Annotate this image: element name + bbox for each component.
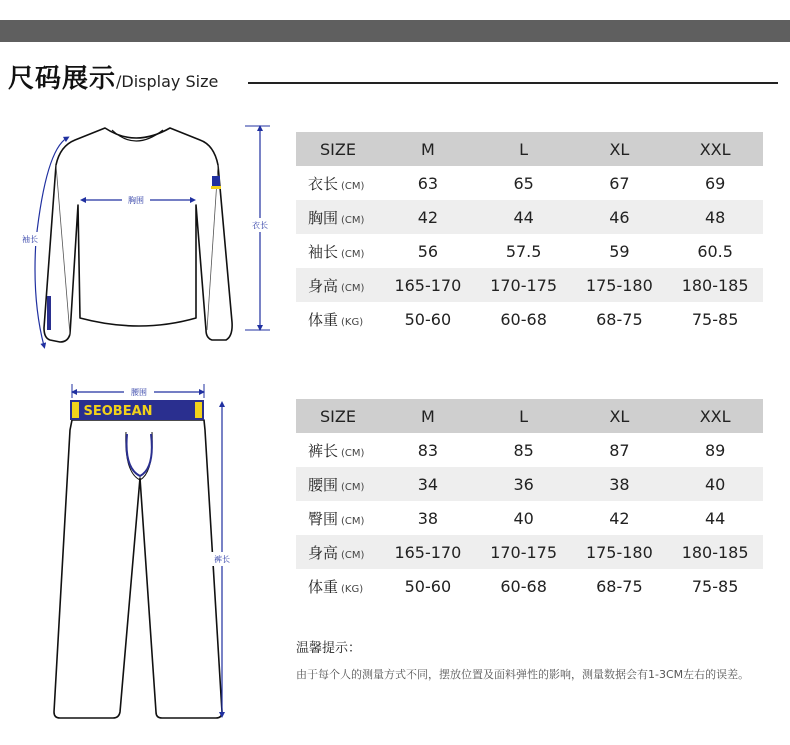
- header-cell: XL: [572, 132, 668, 166]
- sleeve-label: 袖长: [22, 235, 38, 244]
- table-cell: 87: [609, 440, 630, 460]
- table-cell: 59: [609, 241, 630, 261]
- table-cell: 175-180: [572, 535, 668, 569]
- table-cell: 170-175: [476, 535, 572, 569]
- header-cell: L: [476, 399, 572, 433]
- table-cell: 44: [476, 200, 572, 234]
- row-label: 体重 (KG): [308, 577, 364, 596]
- row-label: 袖长 (CM): [308, 242, 365, 261]
- row-label: 腰围 (CM): [296, 467, 380, 501]
- header-cell: SIZE: [296, 399, 380, 433]
- waistband-accent-left: [72, 402, 79, 418]
- row-label: 胸围 (CM): [296, 200, 380, 234]
- table-row: [296, 467, 763, 501]
- table-cell: 40: [667, 467, 763, 501]
- table-cell: 180-185: [667, 535, 763, 569]
- header-cell: XXL: [667, 399, 763, 433]
- table-cell: 69: [704, 173, 726, 193]
- table-cell: 65: [513, 173, 534, 193]
- table-cell: 85: [513, 440, 534, 460]
- shirt-size-table: [296, 132, 763, 336]
- row-label: 臀围 (CM): [308, 509, 365, 528]
- table-cell: 34: [380, 467, 476, 501]
- table-cell: 89: [704, 440, 726, 460]
- pants-size-table: [296, 399, 763, 603]
- table-cell: 67: [609, 173, 630, 193]
- table-cell: 50-60: [404, 309, 452, 329]
- table-row: [296, 535, 763, 569]
- table-cell: 60-68: [500, 309, 547, 329]
- tips-body: 由于每个人的测量方式不同，摆放位置及面料弹性的影响，测量数据会有1-3CM左右的误差。: [296, 668, 750, 681]
- table-row: [296, 433, 763, 467]
- table-cell: 46: [572, 200, 668, 234]
- row-label: 衣长 (CM): [308, 174, 365, 193]
- table-row: [296, 302, 763, 336]
- page-title-cn: 尺码展示: [8, 64, 117, 94]
- table-cell: 50-60: [404, 576, 452, 596]
- garment-illustrations: [0, 0, 300, 745]
- page-title-en: /Display Size: [116, 72, 219, 91]
- table-cell: 38: [572, 467, 668, 501]
- table-cell: 48: [667, 200, 763, 234]
- table-cell: 180-185: [667, 268, 763, 302]
- table-cell: 75-85: [691, 309, 739, 329]
- row-label: 体重 (KG): [308, 310, 364, 329]
- table-cell: 42: [609, 508, 630, 528]
- table-cell: 75-85: [691, 576, 739, 596]
- table-cell: 63: [417, 173, 439, 193]
- table-header-row: [296, 399, 763, 433]
- table-cell: 60.5: [697, 241, 733, 261]
- title-underline: [248, 82, 778, 84]
- table-cell: 175-180: [572, 268, 668, 302]
- header-cell: L: [476, 132, 572, 166]
- table-cell: 170-175: [476, 268, 572, 302]
- waistband-accent-right: [195, 402, 202, 418]
- table-cell: 60-68: [500, 576, 547, 596]
- table-cell: 57.5: [505, 241, 542, 261]
- table-row: [296, 268, 763, 302]
- row-label: 身高 (CM): [296, 535, 380, 569]
- table-cell: 68-75: [596, 576, 643, 596]
- table-cell: 44: [704, 508, 726, 528]
- table-cell: 165-170: [380, 268, 476, 302]
- header-cell: M: [380, 399, 476, 433]
- waist-label: 腰围: [131, 388, 147, 397]
- shirt-length-label: 衣长: [252, 221, 268, 230]
- table-cell: 36: [476, 467, 572, 501]
- header-cell: XL: [572, 399, 668, 433]
- header-cell: SIZE: [296, 132, 380, 166]
- table-cell: 56: [417, 241, 439, 261]
- table-cell: 38: [417, 508, 439, 528]
- tips-section: [296, 637, 776, 685]
- table-cell: 165-170: [380, 535, 476, 569]
- shirt-illustration: [44, 128, 232, 342]
- cuff-print: [47, 296, 51, 330]
- tips-title: 温馨提示：: [296, 641, 362, 656]
- table-cell: 42: [380, 200, 476, 234]
- waistband-brand: SEOBEAN: [83, 404, 153, 419]
- table-row: [296, 501, 763, 535]
- pants-length-label: 裤长: [214, 555, 230, 564]
- table-cell: 83: [417, 440, 439, 460]
- table-row: [296, 200, 763, 234]
- row-label: 裤长 (CM): [308, 441, 365, 460]
- shirt-logo-mark: [211, 176, 221, 189]
- table-row: [296, 166, 763, 200]
- table-row: [296, 569, 763, 603]
- table-cell: 68-75: [596, 309, 643, 329]
- header-cell: M: [380, 132, 476, 166]
- table-row: [296, 234, 763, 268]
- header-cell: XXL: [667, 132, 763, 166]
- row-label: 身高 (CM): [296, 268, 380, 302]
- table-cell: 40: [513, 508, 534, 528]
- pants-illustration: [54, 420, 222, 718]
- table-header-row: [296, 132, 763, 166]
- chest-label: 胸围: [128, 196, 144, 205]
